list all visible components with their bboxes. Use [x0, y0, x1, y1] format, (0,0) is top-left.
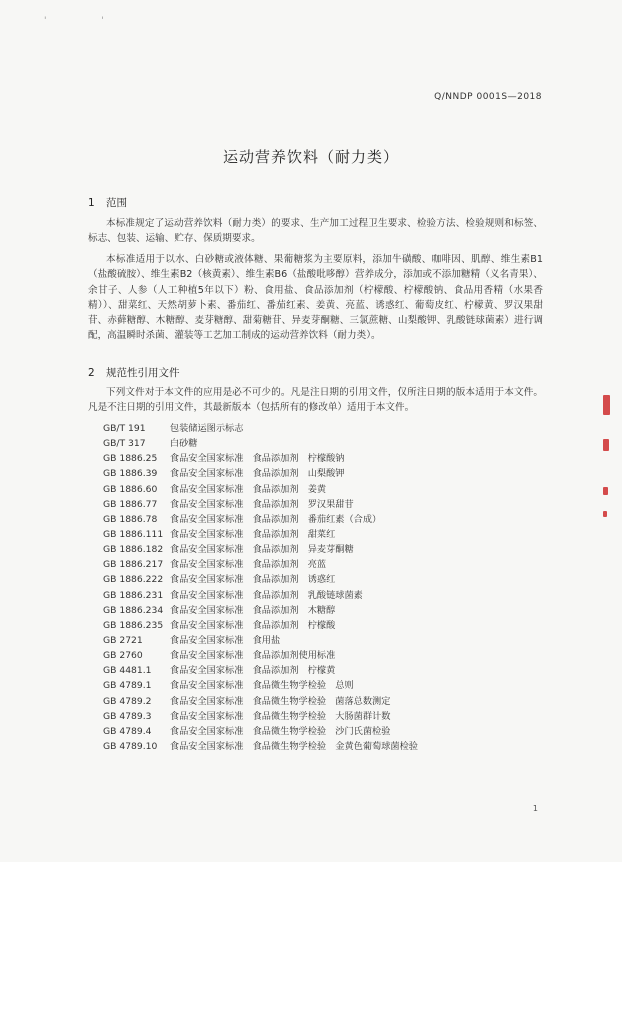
reference-code: GB 1886.60: [103, 483, 158, 495]
section-number: 2: [88, 367, 95, 379]
section-1-paragraph-1: 本标准规定了运动营养饮料（耐力类）的要求、生产加工过程卫生要求、检验方法、检验规则和标签、标志、包装、运输、贮存、保质期要求。: [88, 218, 543, 245]
seal-fragment: [603, 487, 608, 495]
reference-title: 食品安全国家标准 食品添加剂 诱惑红: [169, 574, 336, 586]
seal-fragment: [603, 511, 607, 517]
reference-code: GB 1886.25: [103, 453, 158, 465]
reference-title: 食品安全国家标准 食品添加剂使用标准: [169, 650, 336, 662]
reference-title: 食品安全国家标准 食品添加剂 亮蓝: [169, 559, 327, 571]
reference-code: GB 1886.182: [103, 544, 164, 556]
reference-title: 白砂糖: [169, 438, 198, 450]
seal-fragment: [603, 439, 609, 451]
reference-title: 食品安全国家标准 食品添加剂 柠檬酸: [169, 619, 336, 631]
reference-item: [103, 542, 418, 557]
reference-title: 食品安全国家标准 食品微生物学检验 菌落总数测定: [169, 695, 391, 707]
reference-title: 食品安全国家标准 食品添加剂 罗汉果甜苷: [169, 498, 354, 510]
reference-item: [103, 557, 418, 572]
reference-title: 食品安全国家标准 食品添加剂 甜菜红: [169, 528, 336, 540]
reference-item: [103, 451, 418, 466]
reference-code: GB 1886.39: [103, 468, 158, 480]
reference-code: GB/T 317: [103, 438, 146, 450]
reference-item: [103, 572, 418, 587]
reference-title: 食品安全国家标准 食品添加剂 番茄红素（合成）: [169, 513, 382, 525]
reference-item: [103, 618, 418, 633]
document-number: Q/NNDP 0001S—2018: [434, 92, 542, 102]
reference-code: GB/T 191: [103, 423, 146, 434]
reference-title: 食品安全国家标准 食品添加剂 乳酸链球菌素: [169, 589, 363, 601]
reference-code: GB 4789.1: [103, 680, 152, 692]
reference-item: [103, 466, 418, 481]
reference-item: [103, 482, 418, 497]
reference-code: GB 1886.222: [103, 574, 164, 586]
reference-item: [103, 421, 418, 436]
reference-item: [103, 663, 418, 678]
reference-title: 食品安全国家标准 食品添加剂 柠檬黄: [169, 665, 336, 677]
reference-title: 食品安全国家标准 食品微生物学检验 金黄色葡萄球菌检验: [169, 740, 418, 752]
reference-code: GB 1886.231: [103, 589, 164, 601]
section-number: 1: [88, 197, 95, 209]
reference-code: GB 4789.2: [103, 695, 152, 707]
reference-code: GB 4789.4: [103, 725, 152, 737]
reference-item: [103, 678, 418, 693]
reference-code: GB 2760: [103, 650, 143, 662]
section-2-heading: [88, 365, 180, 380]
reference-title: 食品安全国家标准 食品微生物学检验 大肠菌群计数: [169, 710, 391, 722]
reference-code: GB 1886.235: [103, 619, 164, 631]
reference-code: GB 4481.1: [103, 665, 152, 677]
reference-item: [103, 648, 418, 663]
reference-title: 包装储运图示标志: [169, 423, 244, 434]
document-title: 运动营养饮料（耐力类）: [222, 148, 399, 166]
reference-title: 食品安全国家标准 食品微生物学检验 总则: [169, 680, 354, 692]
reference-title: 食品安全国家标准 食品添加剂 山梨酸钾: [169, 468, 345, 480]
reference-item: [103, 527, 418, 542]
reference-code: GB 1886.77: [103, 498, 158, 510]
section-1-heading: [88, 195, 127, 210]
reference-title: 食品安全国家标准 食品添加剂 柠檬酸钠: [169, 453, 345, 465]
reference-item: [103, 512, 418, 527]
reference-code: GB 1886.234: [103, 604, 164, 616]
reference-title: 食品安全国家标准 食品添加剂 异麦芽酮糖: [169, 544, 354, 556]
reference-item: [103, 709, 418, 724]
reference-title: 食品安全国家标准 食品添加剂 木糖醇: [169, 604, 336, 616]
reference-item: [103, 633, 418, 648]
reference-code: GB 1886.78: [103, 513, 158, 525]
reference-item: [103, 724, 418, 739]
reference-code: GB 1886.111: [103, 528, 164, 540]
reference-item: [103, 436, 418, 451]
page-number: 1: [532, 804, 538, 813]
scan-marks: ' ': [44, 16, 130, 26]
section-title: 规范性引用文件: [106, 367, 180, 379]
reference-code: GB 4789.3: [103, 710, 152, 722]
section-title: 范围: [106, 197, 127, 209]
reference-item: [103, 694, 418, 709]
reference-title: 食品安全国家标准 食品添加剂 姜黄: [169, 483, 327, 495]
reference-code: GB 1886.217: [103, 559, 164, 571]
reference-code: GB 4789.10: [103, 740, 158, 752]
reference-item: [103, 739, 418, 754]
reference-item: [103, 497, 418, 512]
seal-fragment: [603, 395, 610, 415]
reference-title: 食品安全国家标准 食用盐: [169, 634, 281, 646]
red-seal-edge-marks: [603, 395, 619, 535]
reference-code: GB 2721: [103, 634, 143, 646]
reference-item: [103, 588, 418, 603]
reference-title: 食品安全国家标准 食品微生物学检验 沙门氏菌检验: [169, 725, 391, 737]
section-2-paragraph: 下列文件对于本文件的应用是必不可少的。凡是注日期的引用文件，仅所注日期的版本适用于本文件。凡是不注日期的引用文件，其最新版本（包括所有的修改单）适用于本文件。: [88, 387, 543, 414]
reference-list: [103, 421, 418, 754]
section-1-paragraph-2: 本标准适用于以水、白砂糖或液体糖、果葡糖浆为主要原料，添加牛磺酸、咖啡因、肌醇、维生素B1（盐酸硫胺）、维生素B2（核黄素）、维生素B6（盐酸吡哆醇）营养成分，添加或不添加糖精（义名青果）、余甘子、人参（人工种植5年以下）粉、食用盐、食品添加剂（柠檬酸、柠檬酸钠、食品用香精（水果香精））、甜菜红、天然胡萝卜素、番茄红、番茄红素、姜黄、亮蓝、诱惑红、葡萄皮红、柠檬黄、罗汉果甜苷、赤藓糖醇、木糖醇、麦芽糖醇、甜菊糖苷、异麦芽酮糖、三氯蔗糖、山梨酸钾、乳酸链球菌素）进行调配，高温瞬时杀菌、灌装等工艺加工制成的运动营养饮料（耐力类）。: [88, 254, 543, 342]
reference-item: [103, 603, 418, 618]
